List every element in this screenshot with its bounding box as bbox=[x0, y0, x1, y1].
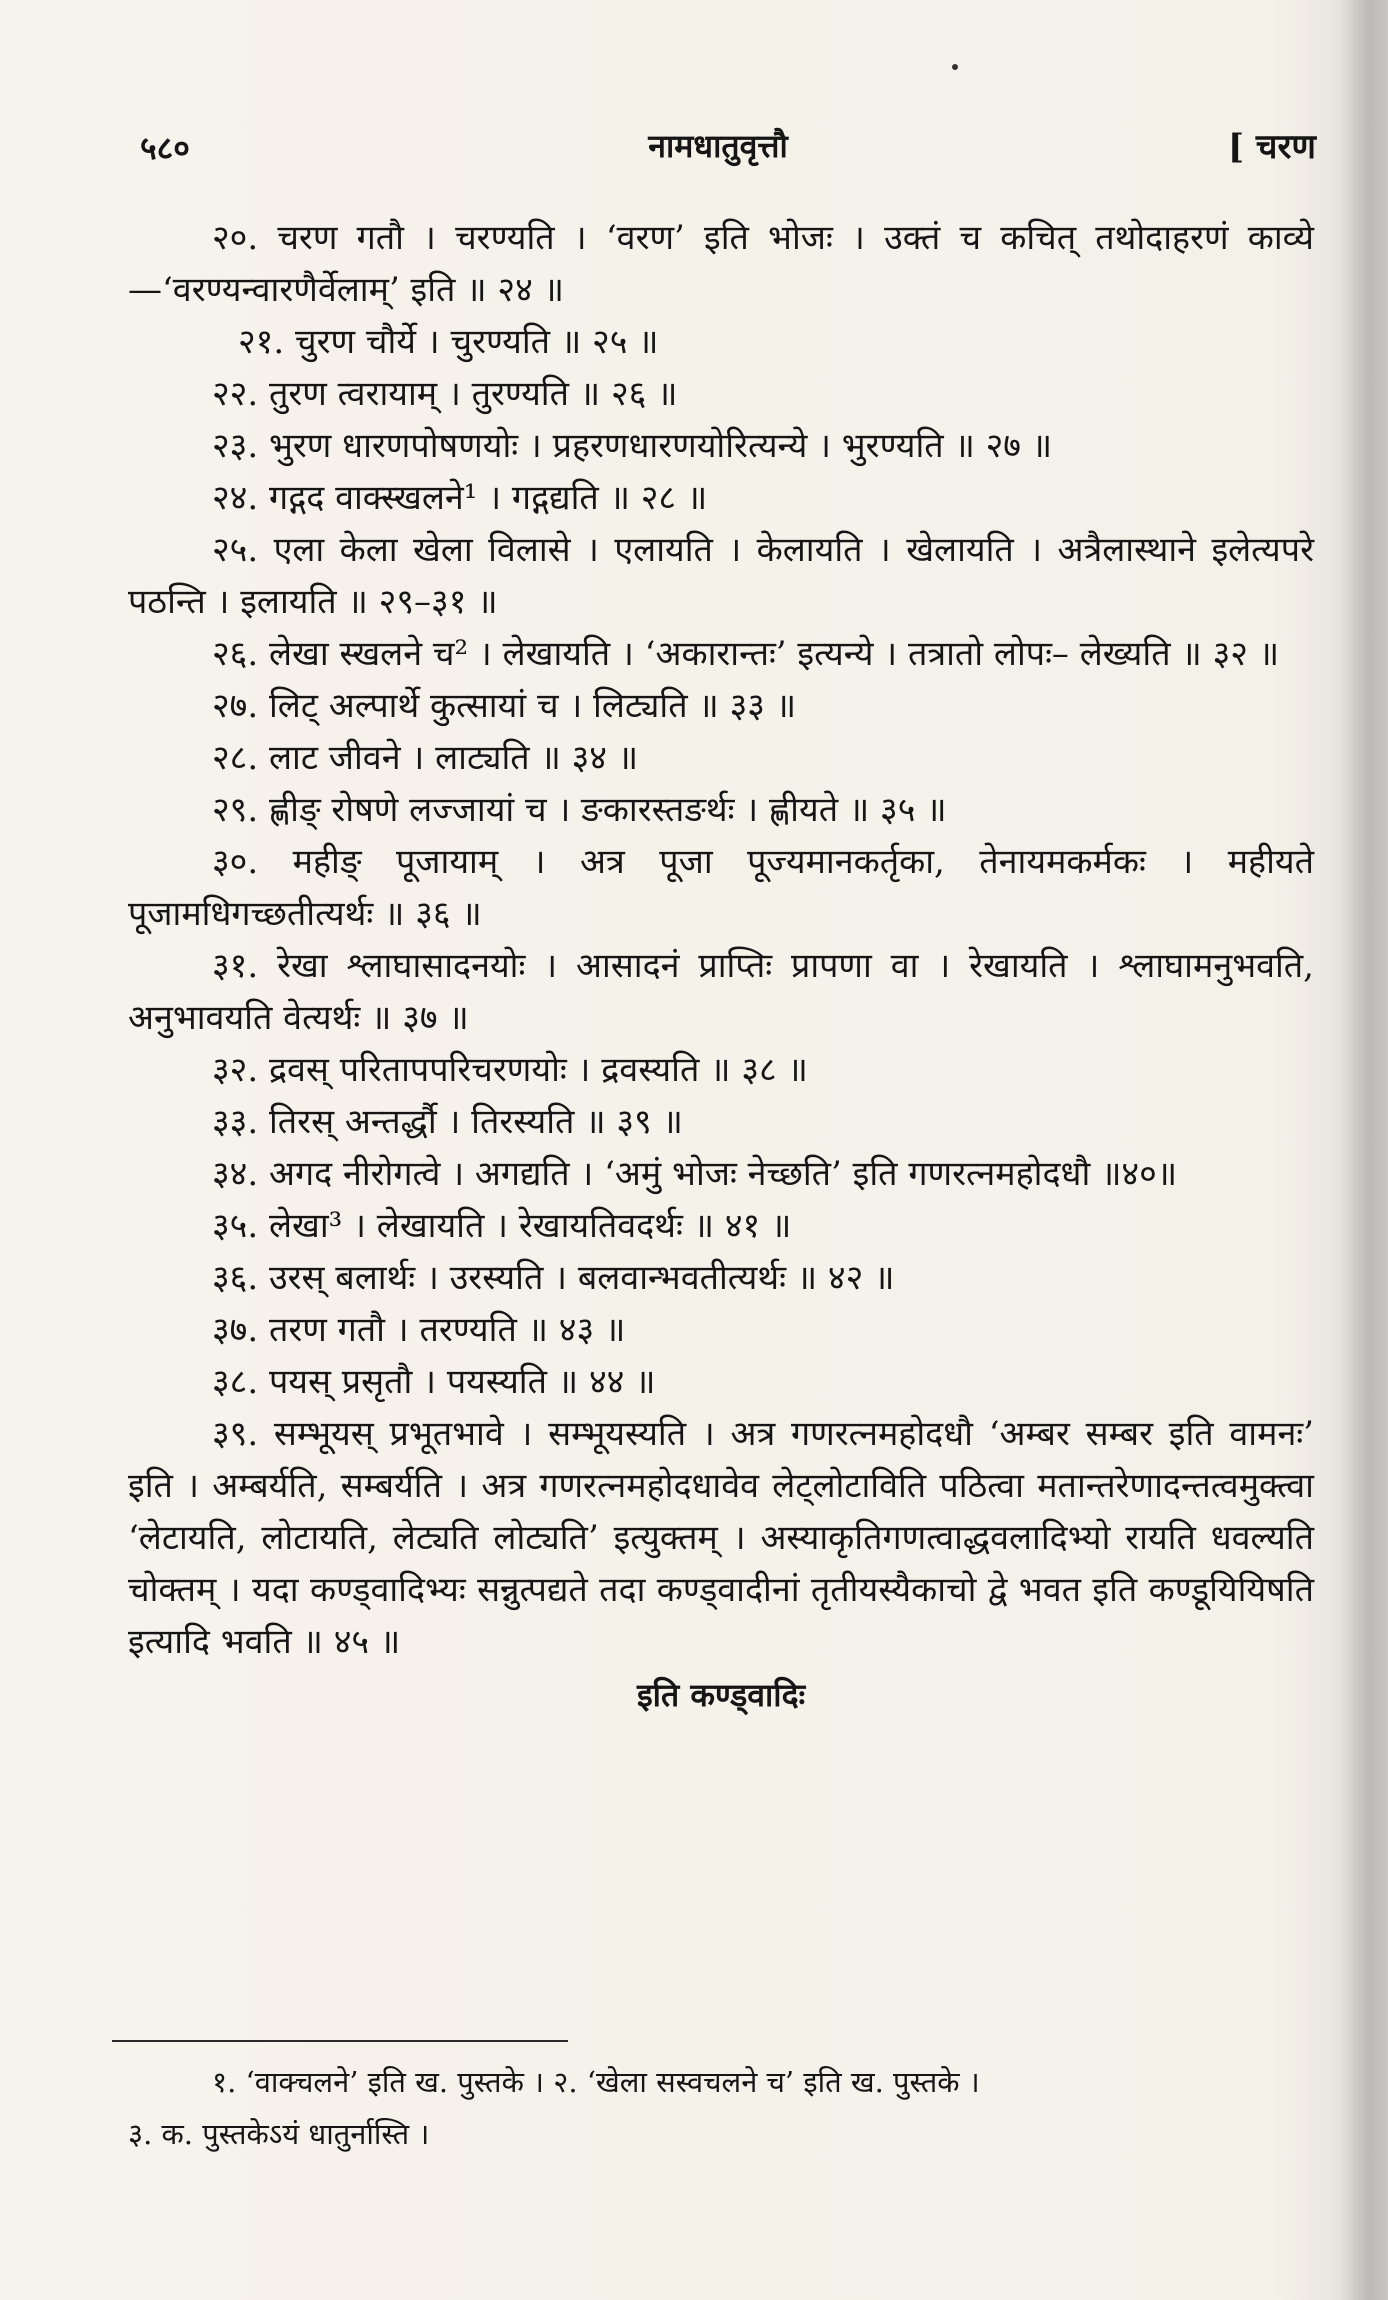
ink-speck bbox=[952, 64, 958, 70]
entry-34: ३४. अगद नीरोगत्वे । अगद्यति । ‘अमुं भोजः नेच्छति’ इति गणरत्नमहोदधौ ॥४०॥ bbox=[212, 1154, 1178, 1194]
entry-27: २७. लिट् अल्पार्थे कुत्सायां च । लिट्यति ॥ ३३ ॥ bbox=[212, 686, 797, 726]
running-head bbox=[120, 120, 1316, 180]
entry-20: २०. चरण गतौ । चरण्यति । ‘वरण’ इति भोजः । उक्तं च कचित् तथोदाहरणं काव्ये—‘वरण्यन्वारणैर्वेलाम्’ इति ॥ २४ ॥ bbox=[128, 218, 1314, 310]
entry-24: २४. गद्गद वाक्स्खलने¹ । गद्गद्यति ॥ २८ ॥ bbox=[212, 478, 708, 518]
entry-31: ३१. रेखा श्लाघासादनयोः । आसादनं प्राप्तिः प्रापणा वा । रेखायति । श्लाघामनुभवति, अनुभावयति वेत्यर्थः ॥ ३७ ॥ bbox=[128, 946, 1314, 1038]
entry-32: ३२. द्रवस् परितापपरिचरणयोः । द्रवस्यति ॥ ३८ ॥ bbox=[212, 1050, 808, 1090]
footnotes bbox=[128, 2056, 1314, 2160]
entry-23: २३. भुरण धारणपोषणयोः । प्रहरणधारणयोरित्यन्ये । भुरण्यति ॥ २७ ॥ bbox=[212, 426, 1053, 466]
entry-35: ३५. लेखा³ । लेखायति । रेखायतिवदर्थः ॥ ४१ ॥ bbox=[212, 1206, 792, 1246]
entry-28: २८. लाट जीवने । लाट्यति ॥ ३४ ॥ bbox=[212, 738, 639, 778]
entry-30: ३०. महीङ् पूजायाम् । अत्र पूजा पूज्यमानकर्तृका, तेनायमकर्मकः । महीयते पूजामधिगच्छतीत्यर्थः ॥ ३६ ॥ bbox=[128, 842, 1314, 934]
body-text bbox=[128, 212, 1314, 1722]
entry-26: २६. लेखा स्खलने च² । लेखायति । ‘अकारान्तः’ इत्यन्ये । तत्रातो लोपः– लेख्यति ॥ ३२ ॥ bbox=[212, 634, 1280, 674]
entry-39: ३९. सम्भूयस् प्रभूतभावे । सम्भूयस्यति । अत्र गणरत्नमहोदधौ ‘अम्बर सम्बर इति वामनः’ इति । अम्बर्यति, सम्बर्यति । अत्र गणरत्नमहोदधावेव लेट्लोटाविति पठित्वा मतान्तरेणादन्तत्वमुक्त्वा ‘लेटायति, लोटायति, लेट्यति लोट्यति’ इत्युक्तम् । अस्याकृतिगणत्वाद्धवलादिभ्यो रायति धवल्यति चोक्तम् । यदा कण्ड्वादिभ्यः सन्नुत्पद्यते तदा कण्ड्वादीनां तृतीयस्यैकाचो द्वे भवत इति कण्डूयियिषति इत्यादि भवति ॥ ४५ ॥ bbox=[128, 1414, 1314, 1662]
page-edge-shadow bbox=[1340, 0, 1388, 2300]
entry-37: ३७. तरण गतौ । तरण्यति ॥ ४३ ॥ bbox=[212, 1310, 626, 1350]
footnote-line-1: १. ‘वाक्चलने’ इति ख. पुस्तके । २. ‘खेला सस्वचलने च’ इति ख. पुस्तके । bbox=[212, 2065, 980, 2099]
entry-22: २२. तुरण त्वरायाम् । तुरण्यति ॥ २६ ॥ bbox=[212, 374, 678, 414]
footnote-rule bbox=[112, 2040, 568, 2042]
entry-36: ३६. उरस् बलार्थः । उरस्यति । बलवान्भवतीत्यर्थः ॥ ४२ ॥ bbox=[212, 1258, 895, 1298]
page-title: नामधातुवृत्तौ bbox=[648, 127, 788, 165]
entry-21: २१. चुरण चौर्ये । चुरण्यति ॥ २५ ॥ bbox=[238, 322, 659, 362]
section-end-colophon: इति कण्ड्वादिः bbox=[636, 1676, 806, 1714]
entry-29: २९. ह्णीङ् रोषणे लज्जायां च । ङकारस्तङर्थः । ह्णीयते ॥ ३५ ॥ bbox=[212, 790, 947, 830]
entry-25: २५. एला केला खेला विलासे । एलायति । केलायति । खेलायति । अत्रैलास्थाने इलेत्यपरे पठन्ति । इलायति ॥ २९–३१ ॥ bbox=[128, 530, 1314, 622]
page-number: ५८० bbox=[140, 129, 190, 167]
footnote-line-2: ३. क. पुस्तकेऽयं धातुर्नास्ति । bbox=[128, 2117, 430, 2151]
entry-38: ३८. पयस् प्रसृतौ । पयस्यति ॥ ४४ ॥ bbox=[212, 1362, 656, 1402]
entry-33: ३३. तिरस् अन्तर्द्धौ । तिरस्यति ॥ ३९ ॥ bbox=[212, 1102, 683, 1142]
section-marker: [ चरण bbox=[1227, 127, 1316, 167]
